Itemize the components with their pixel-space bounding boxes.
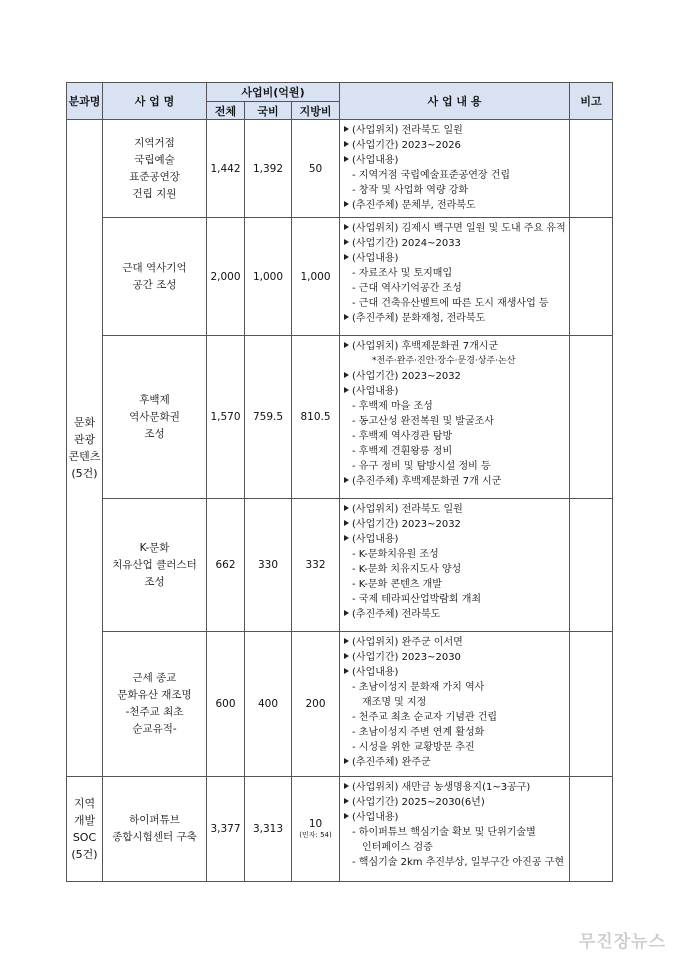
content-text: (사업위치) 새만금 농생명용지(1~3공구) [352,782,531,793]
content-text: (사업내용) [352,812,399,823]
content-text: 재조명 및 지정 [362,697,427,708]
budget-total-value: 2,000 [210,270,241,283]
content-line [344,444,567,459]
content-text: (사업기간) 2023~2032 [352,371,461,382]
project-name-line: 치유산업 클러스터 [112,558,197,571]
content-text: (사업위치) 전라북도 일원 [352,504,463,515]
triangle-bullet-icon [344,224,349,230]
content-text: - K-문화치유원 조성 [352,549,439,560]
category-cell [67,120,103,777]
content-line [344,855,567,870]
content-line [344,399,567,414]
content-line [344,795,567,810]
budget-national-value: 1,392 [252,162,284,175]
content-line [344,665,567,680]
content-text: (사업위치) 완주군 이서면 [352,637,463,648]
content-line [344,281,567,296]
budget-total-cell [207,218,245,336]
project-name-cell [103,120,207,218]
content-text: - 천주교 최초 순교자 기념관 건립 [352,712,498,723]
triangle-bullet-icon [344,372,349,378]
content-line [344,780,567,795]
budget-total-cell [207,336,245,499]
content-line [344,153,567,168]
budget-local-value: 10 [308,818,323,830]
project-name-cell [103,632,207,777]
content-text: (사업기간) 2023~2030 [352,652,461,663]
budget-local-cell [292,499,340,632]
triangle-bullet-icon [344,638,349,644]
triangle-bullet-icon [344,126,349,132]
content-line [344,547,567,562]
content-line [344,740,567,755]
table-body [67,120,613,882]
table-row [67,218,613,336]
content-text: - 초남이성지 주변 연계 활성화 [352,727,485,738]
project-content-cell [340,218,570,336]
triangle-bullet-icon [344,254,349,260]
content-text: (사업내용) [352,667,399,678]
project-name-line: 표준공연장 [129,170,180,183]
content-text: (사업내용) [352,155,399,166]
header-category: 분과명 [67,83,103,120]
budget-total-value: 600 [215,698,236,710]
table-row [67,499,613,632]
content-text: - 유구 정비 및 탐방시설 정비 등 [352,461,491,472]
header-content: 사 업 내 용 [340,83,570,120]
content-text: (추진주체) 후백제문화권 7개 시군 [352,476,502,487]
content-line [344,296,567,311]
budget-total-cell [207,632,245,777]
content-text: (사업내용) [352,386,399,397]
project-name-line: 공간 조성 [132,278,177,291]
triangle-bullet-icon [344,653,349,659]
header-budget: 사업비(억원) [207,83,340,102]
content-text: (사업위치) 김제시 백구면 일원 및 도내 주요 유적 [352,223,566,234]
content-line [344,517,567,532]
content-text: - 자료조사 및 토지매입 [352,268,453,279]
note-cell [570,499,613,632]
header-national: 국비 [245,102,292,120]
content-line [344,474,567,489]
content-line [344,384,567,399]
triangle-bullet-icon [344,477,349,483]
note-cell [570,632,613,777]
triangle-bullet-icon [344,758,349,764]
content-line [344,562,567,577]
category-line: 지역 [73,797,96,810]
content-text: (사업기간) 2025~2030(6년) [352,797,485,808]
category-cell [67,777,103,882]
project-name-line: 문화유산 재조명 [117,689,192,701]
content-text: (추진주체) 전라북도 [352,609,441,620]
content-line [344,825,567,840]
content-text: - 후백제 마을 조성 [352,401,433,412]
budget-local-value: 1,000 [300,270,331,283]
category-line: (5건) [71,848,98,861]
table-row [67,777,613,882]
budget-total-cell [207,499,245,632]
budget-local-cell [292,336,340,499]
budget-national-value: 400 [257,698,279,710]
content-text: - 후백제 역사경관 탐방 [352,431,453,442]
content-text: 인터페이스 검증 [362,842,433,853]
content-line [344,459,567,474]
triangle-bullet-icon [344,783,349,789]
header-total: 전체 [207,102,245,120]
content-line [344,183,567,198]
content-line [344,710,567,725]
content-text: - 후백제 견훤왕릉 정비 [352,446,453,457]
category-line: 콘텐츠 [68,450,101,463]
content-line [344,650,567,665]
content-text: - 동고산성 완전복원 및 발굴조사 [352,416,494,427]
project-name-line: -천주교 최초 [125,706,184,718]
triangle-bullet-icon [344,813,349,819]
content-line [344,266,567,281]
table-row [67,336,613,499]
triangle-bullet-icon [344,535,349,541]
project-name-line: 근대 역사기억 [122,261,187,274]
content-text: (사업기간) 2023~2032 [352,519,461,530]
budget-local-cell [292,120,340,218]
category-line: 개발 [73,814,96,827]
budget-national-value: 759.5 [252,411,284,423]
content-line [344,577,567,592]
watermark-logo: 무진장뉴스 [578,932,666,952]
triangle-bullet-icon [344,314,349,320]
project-name-line: 조성 [144,575,165,588]
table-header [67,83,613,120]
category-line: (5건) [71,467,98,480]
budget-local-value: 332 [305,559,326,571]
content-line [344,755,567,770]
triangle-bullet-icon [344,201,349,207]
content-line [344,414,567,429]
note-cell [570,218,613,336]
content-text: - 근대 역사기억공간 조성 [352,283,462,294]
content-text: - K-문화 치유지도사 양성 [352,564,462,575]
project-name-cell [103,336,207,499]
budget-national-cell [245,218,292,336]
budget-national-value: 3,313 [252,823,284,835]
project-content-cell [340,499,570,632]
project-name-cell [103,499,207,632]
category-line: SOC [72,831,97,844]
budget-local-value: 810.5 [300,411,331,423]
content-line [344,138,567,153]
content-line [344,532,567,547]
project-name-cell [103,218,207,336]
project-name-line: 후백제 [139,393,170,406]
budget-local-cell [292,218,340,336]
content-line [344,123,567,138]
project-content-cell [340,632,570,777]
triangle-bullet-icon [344,520,349,526]
budget-local-cell [292,632,340,777]
budget-local-note: (민자: 54) [299,831,332,839]
content-text: - 초남이성지 문화재 가치 역사 [352,682,485,693]
content-line [344,502,567,517]
project-name-line: 지역거점 [134,136,175,149]
budget-total-cell [207,777,245,882]
category-line: 문화 [73,416,96,429]
category-line: 관광 [73,433,96,446]
content-line [344,354,567,369]
content-line [344,810,567,825]
content-line [344,695,567,710]
content-text: (추진주체) 문체부, 전라북도 [352,200,476,211]
content-text: - 근대 건축유산벨트에 따른 도시 재생사업 등 [352,298,549,309]
project-name-line: 순교유적- [132,723,177,735]
content-text: (사업내용) [352,534,399,545]
budget-national-value: 330 [257,559,279,571]
triangle-bullet-icon [344,610,349,616]
content-line [344,840,567,855]
content-text: - 창작 및 사업화 역량 강화 [352,185,469,196]
content-line [344,592,567,607]
triangle-bullet-icon [344,387,349,393]
project-name-line: K-문화 [139,541,170,554]
project-content-cell [340,336,570,499]
content-line [344,251,567,266]
content-line [344,635,567,650]
project-content-cell [340,120,570,218]
triangle-bullet-icon [344,141,349,147]
budget-national-value: 1,000 [252,270,284,283]
content-line [344,339,567,354]
header-note: 비고 [570,83,613,120]
budget-local-value: 200 [305,698,326,710]
content-line [344,198,567,213]
table-row [67,120,613,218]
content-text: (사업내용) [352,253,399,264]
content-text: (사업기간) 2024~2033 [352,238,461,249]
content-text: (추진주체) 문화재청, 전라북도 [352,313,486,324]
header-project: 사 업 명 [103,83,207,120]
project-name-line: 국립예술 [134,153,175,166]
budget-total-value: 3,377 [210,823,241,835]
content-text: - 시성을 위한 교황방문 추진 [352,742,475,753]
content-text: - 하이퍼튜브 핵심기술 확보 및 단위기술별 [352,827,536,838]
project-name-line: 조성 [144,427,165,440]
triangle-bullet-icon [344,239,349,245]
content-line [344,236,567,251]
project-content-cell [340,777,570,882]
content-line [344,429,567,444]
budget-national-cell [245,336,292,499]
content-text: (추진주체) 완주군 [352,757,431,768]
budget-national-cell [245,777,292,882]
note-cell [570,120,613,218]
content-line [344,725,567,740]
content-text: - 국제 테라피산업박람회 개최 [352,594,482,605]
content-text: (사업기간) 2023~2026 [352,140,461,151]
note-cell [570,777,613,882]
content-line [344,369,567,384]
budget-total-value: 662 [215,559,236,571]
content-line [344,311,567,326]
content-line [344,680,567,695]
budget-total-value: 1,570 [210,411,241,423]
project-name-line: 근세 종교 [132,672,177,684]
project-name-line: 종합시험센터 구축 [112,831,197,843]
triangle-bullet-icon [344,342,349,348]
content-text: - 핵심기술 2km 추진부상, 일부구간 아진공 구현 [352,857,564,868]
budget-national-cell [245,632,292,777]
budget-total-value: 1,442 [210,162,241,175]
project-name-cell [103,777,207,882]
budget-local-value: 50 [308,162,323,175]
triangle-bullet-icon [344,798,349,804]
budget-local-cell [292,777,340,882]
content-text: (사업위치) 후백제문화권 7개시군 [352,341,499,352]
content-text: - K-문화 콘텐츠 개발 [352,579,442,590]
content-text: (사업위치) 전라북도 일원 [352,125,463,136]
project-name-line: 하이퍼튜브 [129,814,180,826]
content-line [344,221,567,236]
project-table [66,82,613,882]
budget-national-cell [245,499,292,632]
content-text: - 지역거점 국립예술표준공연장 건립 [352,170,511,181]
content-text: *전주·완주·진안·장수·문경·상주·논산 [372,356,516,366]
header-local: 지방비 [292,102,340,120]
note-cell [570,336,613,499]
budget-national-cell [245,120,292,218]
table-row [67,632,613,777]
project-name-line: 역사문화권 [129,410,180,423]
content-line [344,168,567,183]
triangle-bullet-icon [344,156,349,162]
triangle-bullet-icon [344,668,349,674]
project-name-line: 건립 지원 [132,187,177,200]
content-line [344,607,567,622]
budget-total-cell [207,120,245,218]
triangle-bullet-icon [344,505,349,511]
